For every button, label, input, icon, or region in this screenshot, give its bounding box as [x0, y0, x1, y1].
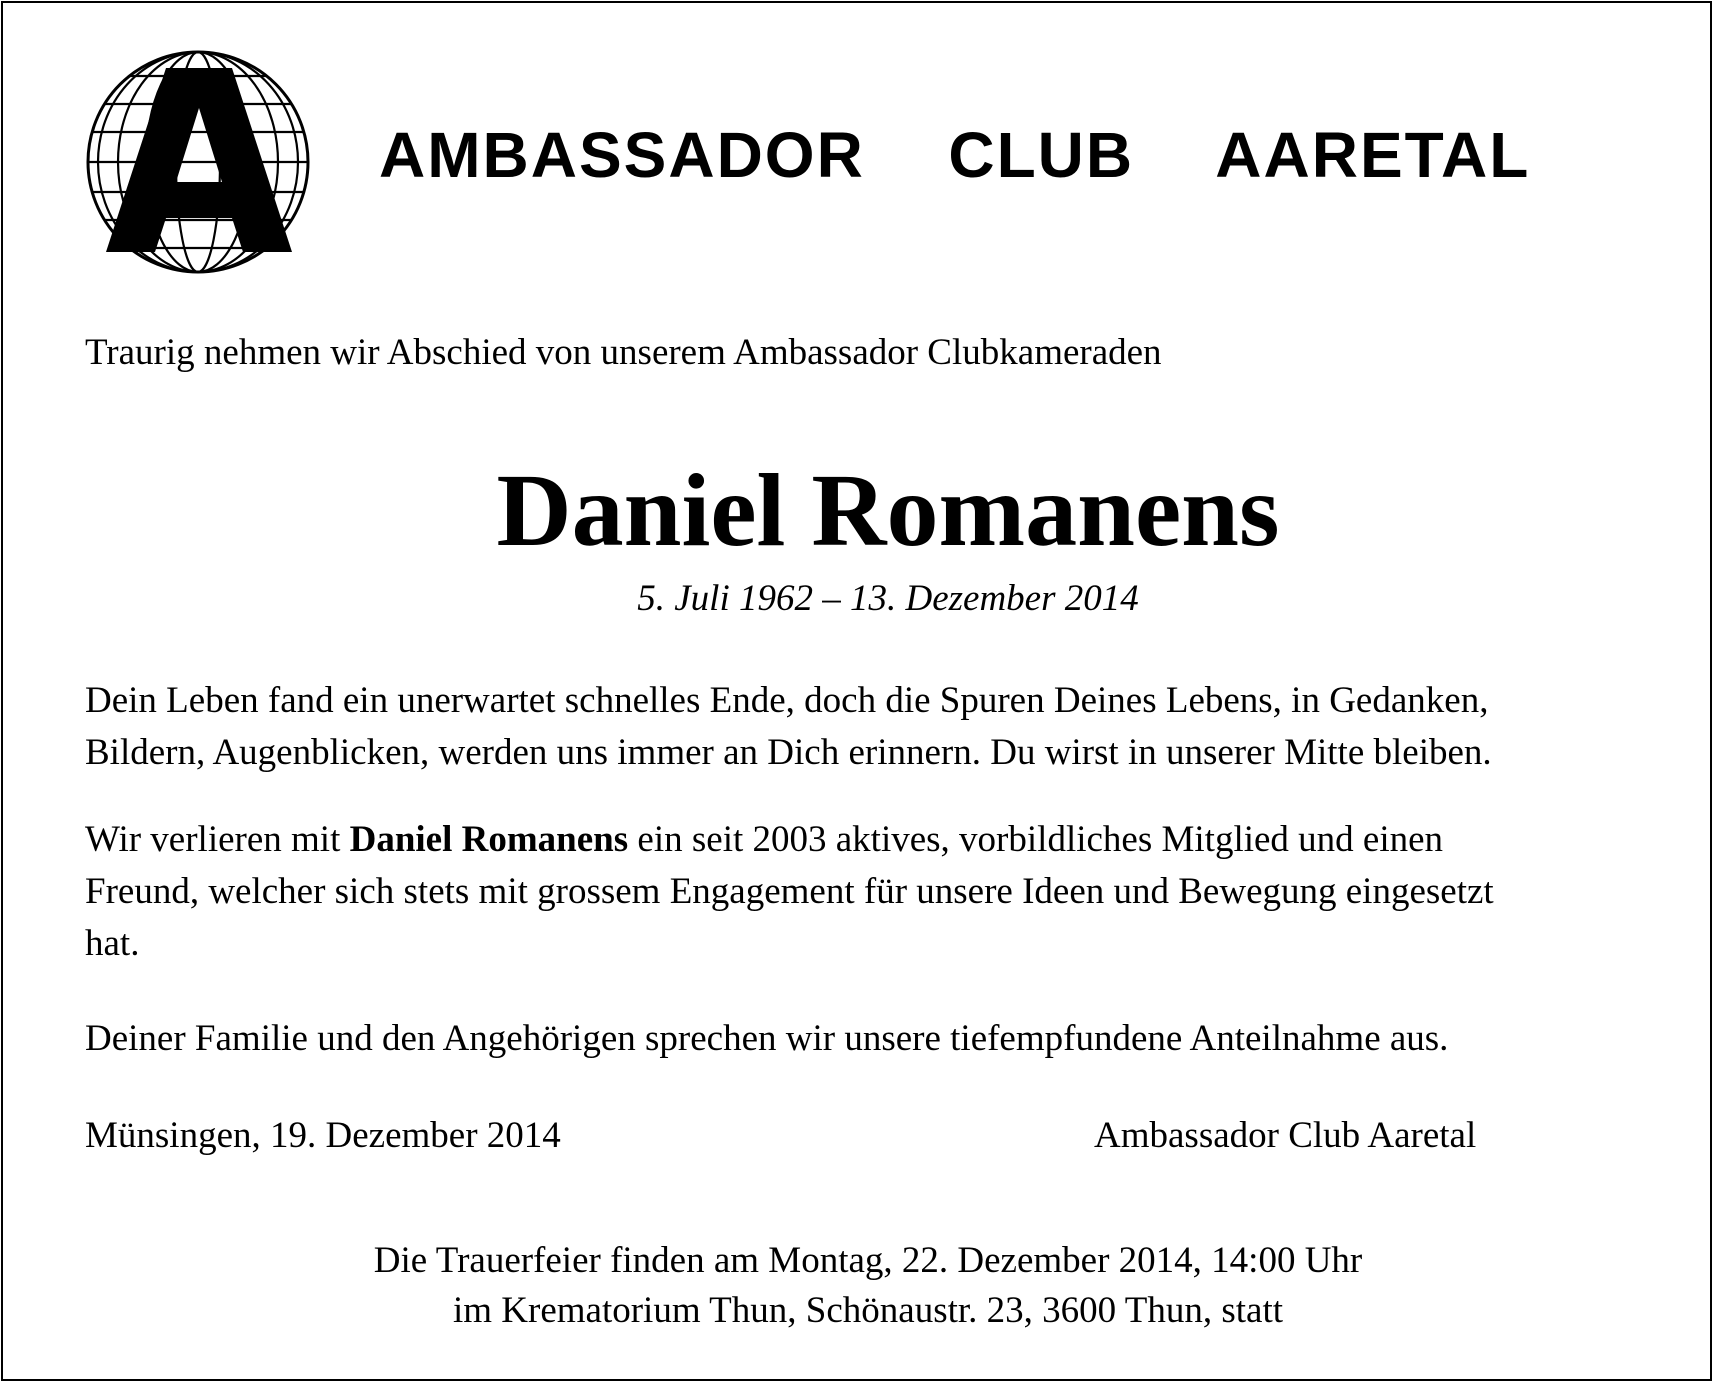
paragraph-memory-line-1: Dein Leben fand ein unerwartet schnelles Ende, doch die Spuren Deines Lebens, in Gedanken,: [85, 680, 1489, 721]
signature: Ambassador Club Aaretal: [1094, 1115, 1477, 1156]
ceremony-line-1: Die Trauerfeier finden am Montag, 22. Dezember 2014, 14:00 Uhr: [373, 1240, 1363, 1281]
paragraph-memory-line-2: Bildern, Augenblicken, werden uns immer an Dich erinnern. Du wirst in unserer Mitte bleiben.: [85, 732, 1492, 773]
paragraph-condolence: Deiner Familie und den Angehörigen sprechen wir unsere tiefempfundene Anteilnahme aus.: [85, 1018, 1449, 1059]
paragraph-tribute-line-3: hat.: [85, 923, 140, 964]
paragraph-memory: [85, 675, 1492, 779]
tribute-text-before: Wir verlieren mit: [85, 819, 350, 860]
life-dates: 5. Juli 1962 – 13. Dezember 2014: [637, 578, 1139, 619]
intro-text: Traurig nehmen wir Abschied von unserem Ambassador Clubkameraden: [85, 332, 1162, 373]
club-title: AMBASSADOR CLUB AARETAL: [379, 119, 1531, 191]
ceremony-line-2: im Krematorium Thun, Schönaustr. 23, 3600 Thun, statt: [452, 1290, 1284, 1331]
obituary-notice: [1, 1, 1712, 1381]
paragraph-tribute-line-1: [85, 814, 1494, 866]
globe-letter-a-logo: [82, 46, 314, 278]
paragraph-tribute-line-2: Freund, welcher sich stets mit grossem Engagement für unsere Ideen und Bewegung eingesetzt: [85, 871, 1494, 912]
place-and-date: Münsingen, 19. Dezember 2014: [85, 1115, 561, 1156]
ceremony-info: [3, 1236, 1713, 1336]
deceased-name: Daniel Romanens: [496, 453, 1280, 568]
paragraph-tribute: [85, 814, 1494, 970]
tribute-text-after: ein seit 2003 aktives, vorbildliches Mitglied und einen: [628, 819, 1444, 860]
tribute-name-bold: Daniel Romanens: [349, 819, 629, 860]
